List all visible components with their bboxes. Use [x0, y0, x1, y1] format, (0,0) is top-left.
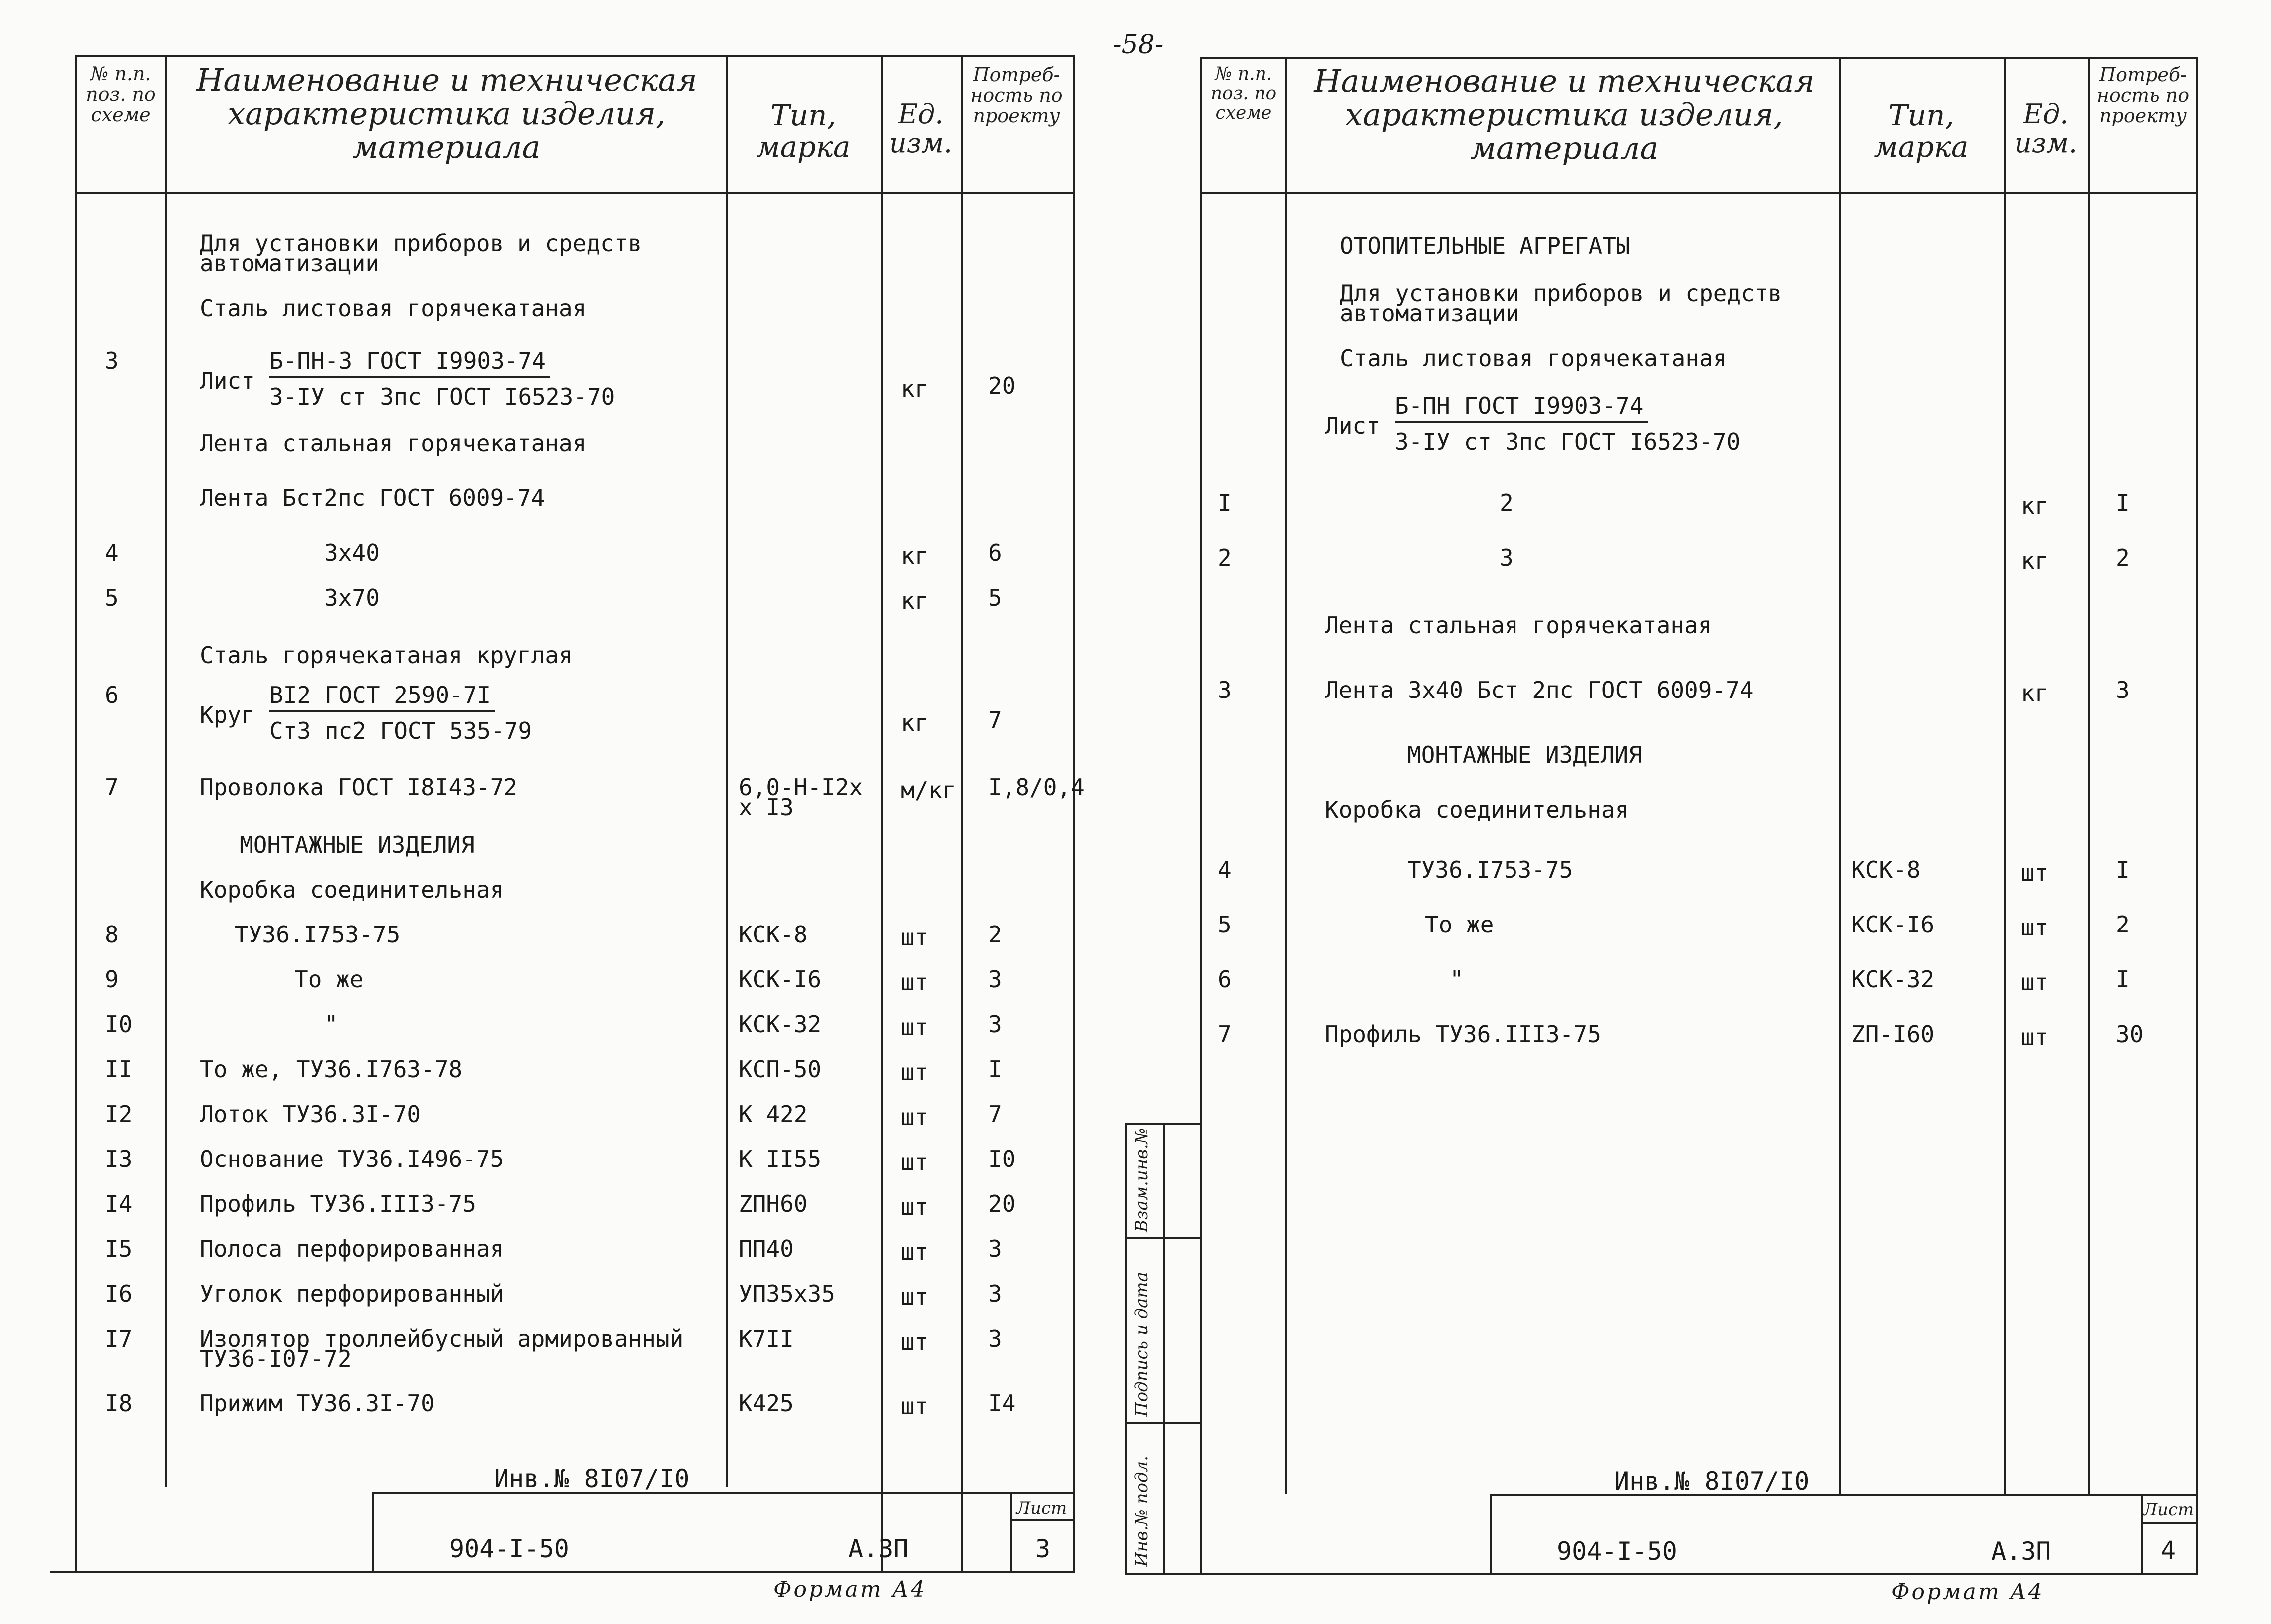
row-pos: 5 — [1218, 911, 1232, 938]
row-qty: 30 — [2116, 1021, 2144, 1048]
row-unit: шт — [2021, 969, 2049, 996]
row-type: КСК-8 — [1851, 856, 1921, 883]
row-name: 3х40 — [324, 539, 380, 566]
row-qty: I — [2116, 489, 2130, 516]
row-qty: 2 — [2116, 544, 2130, 571]
row-qty: 2 — [2116, 911, 2130, 938]
row-type: К 422 — [739, 1101, 808, 1128]
column-line — [2088, 57, 2090, 1494]
row-qty: I — [2116, 856, 2130, 883]
row-name-fraction — [1395, 394, 1740, 453]
row-name-prefix: Лист — [200, 367, 255, 394]
row-qty: I0 — [988, 1146, 1016, 1172]
row-unit: шт — [901, 1193, 929, 1220]
page-number: -58- — [1113, 30, 1164, 60]
document-code: 904-I-50 — [1557, 1537, 1677, 1566]
sheet-number: 3 — [1035, 1534, 1051, 1563]
row-name: Коробка соединительная — [200, 876, 504, 903]
row-name: Сталь листовая горячекатаная — [1340, 345, 1727, 372]
row-qty: 20 — [988, 372, 1016, 399]
header-type: Тип, марка — [1874, 98, 1969, 164]
row-type: ZП-I60 — [1851, 1021, 1935, 1048]
row-unit: кг — [901, 709, 929, 736]
row-type: К425 — [739, 1390, 794, 1417]
row-name: Изолятор троллейбусный армированный — [200, 1325, 684, 1352]
album-code: А.ЗП — [848, 1534, 909, 1563]
row-qty: 2 — [988, 921, 1002, 948]
row-qty: I — [988, 1056, 1002, 1083]
row-name: ТУ36.I753-75 — [1407, 856, 1573, 883]
row-pos: 6 — [1218, 966, 1232, 993]
header-need: Потреб-ность по проекту — [2096, 64, 2190, 127]
row-unit: кг — [2021, 492, 2049, 519]
row-unit: кг — [901, 542, 929, 569]
sheet-label: Лист — [1016, 1498, 1067, 1518]
row-qty: 7 — [988, 1101, 1002, 1128]
header-pos: № п.п. поз. по схеме — [1210, 64, 1277, 123]
fraction-denominator: 3-IУ ст Зпс ГОСТ I6523-70 — [269, 383, 615, 410]
row-unit: шт — [901, 924, 929, 951]
frame-line — [1200, 57, 1202, 1574]
fraction-denominator: Ст3 пс2 ГОСТ 535-79 — [269, 717, 532, 744]
row-pos: 4 — [105, 539, 119, 566]
row-pos: 3 — [105, 347, 119, 374]
row-type: ПП40 — [739, 1235, 794, 1262]
row-type: 6,0-Н-I2х — [739, 774, 863, 801]
row-pos: 3 — [1218, 677, 1232, 703]
row-name: Для установки приборов и средств — [200, 230, 642, 257]
row-name: МОНТАЖНЫЕ ИЗДЕЛИЯ — [240, 831, 475, 858]
row-pos: 5 — [105, 584, 119, 611]
row-name: МОНТАЖНЫЕ ИЗДЕЛИЯ — [1407, 741, 1642, 768]
row-name: Полоса перфорированная — [200, 1235, 504, 1262]
side-stamp-line — [1163, 1123, 1165, 1574]
frame-line — [2196, 57, 2198, 1574]
row-name: То же — [294, 966, 364, 993]
row-type-cont: х I3 — [739, 794, 794, 821]
row-pos: 7 — [1218, 1021, 1232, 1048]
inventory-number: Инв.№ 8I07/I0 — [1614, 1467, 1810, 1496]
row-pos: 7 — [105, 774, 119, 801]
row-type: КСП-50 — [739, 1056, 822, 1083]
header-need: Потреб-ность по проекту — [970, 64, 1063, 127]
row-qty: 6 — [988, 539, 1002, 566]
row-pos: 9 — [105, 966, 119, 993]
document-code: 904-I-50 — [449, 1534, 569, 1563]
row-unit: шт — [2021, 1024, 2049, 1051]
row-type: УП35х35 — [739, 1280, 835, 1307]
row-name: Проволока ГОСТ I8I43-72 — [200, 774, 517, 801]
row-pos: I6 — [105, 1280, 133, 1307]
side-label-sign: Подпись и дата — [1132, 1272, 1152, 1417]
row-pos: I8 — [105, 1390, 133, 1417]
row-unit: шт — [901, 1238, 929, 1265]
row-name: 3 — [1500, 544, 1514, 571]
header-type: Тип, марка — [756, 98, 851, 164]
header-unit: Ед. изм. — [2014, 98, 2078, 159]
header-name: Наименование и техническая характеристика изделия, материала — [196, 62, 697, 165]
fraction-numerator: Б-ПН ГОСТ I9903-74 — [1395, 394, 1648, 423]
row-type: КСК-32 — [1851, 966, 1935, 993]
frame-line — [1200, 57, 2198, 59]
row-type: КСК-I6 — [739, 966, 822, 993]
row-name: Лента Бст2пс ГОСТ 6009-74 — [200, 484, 545, 511]
row-pos: I5 — [105, 1235, 133, 1262]
row-name: Лента 3х40 Бст 2пс ГОСТ 6009-74 — [1325, 677, 1754, 703]
album-code: А.ЗП — [1991, 1537, 2051, 1566]
row-name: " — [324, 1011, 338, 1038]
row-pos: 4 — [1218, 856, 1232, 883]
row-qty: 5 — [988, 584, 1002, 611]
row-pos: I0 — [105, 1011, 133, 1038]
side-stamp-line — [1125, 1237, 1200, 1239]
column-line — [1285, 57, 1287, 1494]
inventory-number: Инв.№ 8I07/I0 — [494, 1464, 690, 1493]
row-unit: шт — [901, 1059, 929, 1086]
row-name: Сталь горячекатаная круглая — [200, 642, 573, 669]
row-pos: I7 — [105, 1325, 133, 1352]
row-unit: кг — [901, 375, 929, 402]
row-qty: 20 — [988, 1190, 1016, 1217]
row-name: 3х70 — [324, 584, 380, 611]
fraction-numerator: Б-ПН-3 ГОСТ I9903-74 — [269, 349, 550, 378]
row-unit: шт — [901, 969, 929, 996]
row-name: Уголок перфорированный — [200, 1280, 504, 1307]
row-qty: I,8/0,4 — [988, 774, 1085, 801]
header-pos: № п.п. поз. по схеме — [86, 63, 156, 126]
row-unit: шт — [2021, 859, 2049, 886]
row-name: Для установки приборов и средств — [1340, 280, 1782, 307]
row-qty: 3 — [2116, 677, 2130, 703]
row-qty: I — [2116, 966, 2130, 993]
row-pos: 8 — [105, 921, 119, 948]
row-name: Лента стальная горячекатаная — [200, 430, 587, 457]
row-pos: I2 — [105, 1101, 133, 1128]
row-qty: 7 — [988, 706, 1002, 733]
column-line — [2004, 57, 2006, 1494]
row-qty: 3 — [988, 1011, 1002, 1038]
row-name: " — [1450, 966, 1464, 993]
row-type: ZПН60 — [739, 1190, 808, 1217]
fraction-numerator: BI2 ГОСТ 2590-7I — [269, 684, 495, 712]
sheet-label: Лист — [2143, 1500, 2194, 1520]
row-pos: 6 — [105, 682, 119, 708]
row-name: ОТОПИТЕЛЬНЫЕ АГРЕГАТЫ — [1340, 232, 1630, 259]
row-type: К II55 — [739, 1146, 822, 1172]
row-name: То же — [1425, 911, 1494, 938]
title-block-line — [1490, 1494, 1492, 1574]
row-qty: 3 — [988, 1235, 1002, 1262]
title-block-line — [2141, 1522, 2198, 1524]
side-stamp-line — [1125, 1422, 1200, 1424]
row-pos: II — [105, 1056, 133, 1083]
row-type: КСК-I6 — [1851, 911, 1935, 938]
row-name: То же, ТУ36.I763-78 — [200, 1056, 463, 1083]
side-stamp-line — [1125, 1123, 1127, 1574]
row-pos: I — [1218, 489, 1232, 516]
header-name: Наименование и техническая характеристика изделия, материала — [1314, 63, 1815, 166]
row-name-cont: автоматизации — [200, 250, 380, 277]
row-pos: I4 — [105, 1190, 133, 1217]
row-unit: кг — [2021, 547, 2049, 574]
row-type: КСК-8 — [739, 921, 808, 948]
side-label-replace: Взам.инв.№ — [1132, 1128, 1152, 1232]
frame-line — [1125, 1573, 2198, 1575]
row-unit: кг — [2021, 680, 2049, 706]
row-unit: кг — [901, 587, 929, 614]
row-name: Основание ТУ36.I496-75 — [200, 1146, 504, 1172]
row-name-cont: автоматизации — [1340, 300, 1520, 327]
row-qty: 3 — [988, 966, 1002, 993]
row-name: Лоток ТУ36.3I-70 — [200, 1101, 421, 1128]
header-rule — [1200, 192, 2198, 194]
row-pos: 2 — [1218, 544, 1232, 571]
row-unit: шт — [901, 1014, 929, 1041]
row-name: Профиль ТУ36.III3-75 — [1325, 1021, 1601, 1048]
row-name: ТУ36.I753-75 — [235, 921, 401, 948]
row-name-prefix: Круг — [200, 701, 255, 728]
row-unit: шт — [2021, 914, 2049, 941]
row-unit: шт — [901, 1283, 929, 1310]
row-name: Коробка соединительная — [1325, 796, 1629, 823]
title-block-line — [1490, 1494, 2198, 1496]
row-name-cont: ТУ36-I07-72 — [200, 1345, 352, 1372]
row-name-prefix: Лист — [1325, 412, 1380, 439]
row-qty: 3 — [988, 1325, 1002, 1352]
header-unit: Ед. изм. — [889, 98, 953, 159]
side-label-inv: Инв.№ подл. — [1132, 1456, 1152, 1567]
row-qty: 3 — [988, 1280, 1002, 1307]
fraction-denominator: 3-IУ ст Зпс ГОСТ I6523-70 — [1395, 428, 1741, 455]
row-unit: шт — [901, 1149, 929, 1175]
row-type: КСК-32 — [739, 1011, 822, 1038]
format-label: Формат А4 — [773, 1577, 927, 1602]
row-unit: шт — [901, 1328, 929, 1355]
column-line — [1839, 57, 1841, 1494]
sheet-number: 4 — [2161, 1536, 2176, 1565]
row-name: 2 — [1500, 489, 1514, 516]
row-name: Профиль ТУ36.III3-75 — [200, 1190, 476, 1217]
row-name: Прижим ТУ36.3I-70 — [200, 1390, 435, 1417]
row-qty: I4 — [988, 1390, 1016, 1417]
row-name: Лента стальная горячекатаная — [1325, 612, 1712, 639]
format-label: Формат А4 — [1891, 1579, 2044, 1605]
row-unit: шт — [901, 1393, 929, 1420]
row-pos: I3 — [105, 1146, 133, 1172]
row-type: К7II — [739, 1325, 794, 1352]
row-name: Сталь листовая горячекатаная — [200, 295, 587, 322]
row-unit: шт — [901, 1104, 929, 1131]
row-unit: м/кг — [901, 777, 956, 804]
